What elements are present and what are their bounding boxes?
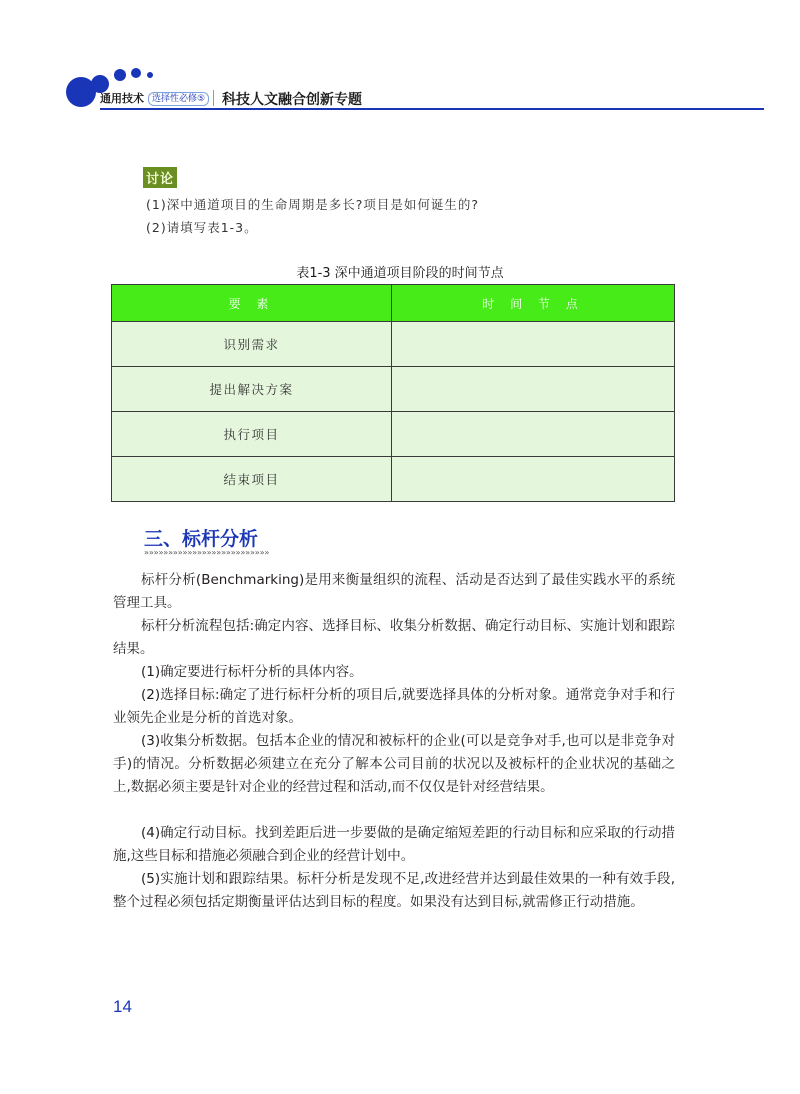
section-title-underline: »»»»»»»»»»»»»»»»»»»»»»»»»» — [144, 548, 270, 557]
section-title: 三、标杆分析 — [144, 528, 259, 550]
header-rule — [100, 108, 764, 110]
table-header-element: 要 素 — [112, 285, 392, 322]
paragraph-4: (2)选择目标:确定了进行标杆分析的项目后,就要选择具体的分析对象。通常竞争对手和行业领先企业是分析的首选对象。 — [113, 687, 675, 726]
paragraph-6: (4)确定行动目标。找到差距后进一步要做的是确定缩短差距的行动目标和应采取的行动措施,这些目标和措施必须融合到企业的经营计划中。 — [113, 825, 675, 864]
table-cell-element: 识别需求 — [112, 322, 392, 367]
table-row — [112, 322, 675, 367]
header-series-label: 通用技术 — [100, 92, 144, 105]
header-title: 科技人文融合创新专题 — [222, 92, 362, 108]
discussion-question-2: (2)请填写表1-3。 — [146, 220, 258, 235]
header-dot-small — [114, 69, 126, 81]
table-header-row — [112, 285, 675, 322]
table-cell-time-input[interactable] — [392, 457, 675, 502]
header-edition-badge: 选择性必修⑤ — [148, 92, 209, 106]
table-caption: 表1-3 深中通道项目阶段的时间节点 — [296, 266, 504, 281]
table-cell-time-input[interactable] — [392, 367, 675, 412]
discussion-label: 讨论 — [143, 167, 177, 188]
table-row — [112, 412, 675, 457]
header-dot-tiny — [147, 72, 153, 78]
table-cell-element: 提出解决方案 — [112, 367, 392, 412]
table-row — [112, 367, 675, 412]
header-separator — [213, 90, 214, 106]
table-header-time: 时 间 节 点 — [392, 285, 675, 322]
header-series — [100, 86, 209, 106]
timeline-table — [111, 284, 675, 502]
paragraph-5: (3)收集分析数据。包括本企业的情况和被标杆的企业(可以是竞争对手,也可以是非竞争对手)的情况。分析数据必须建立在充分了解本公司目前的状况以及被标杆的企业状况的基础之上,数据必须主要是针对企业的经营过程和活动,而不仅仅是针对经营结果。 — [113, 733, 675, 795]
table-row — [112, 457, 675, 502]
header-dot-smaller — [131, 68, 141, 78]
paragraph-7: (5)实施计划和跟踪结果。标杆分析是发现不足,改进经营并达到最佳效果的一种有效手段,整个过程必须包括定期衡量评估达到目标的程度。如果没有达到目标,就需修正行动措施。 — [113, 871, 675, 910]
page-number: 14 — [113, 997, 132, 1016]
discussion-question-1: (1)深中通道项目的生命周期是多长?项目是如何诞生的? — [146, 197, 479, 212]
table-cell-time-input[interactable] — [392, 322, 675, 367]
table-cell-element: 执行项目 — [112, 412, 392, 457]
paragraph-3: (1)确定要进行标杆分析的具体内容。 — [141, 664, 363, 680]
table-cell-element: 结束项目 — [112, 457, 392, 502]
paragraph-1: 标杆分析(Benchmarking)是用来衡量组织的流程、活动是否达到了最佳实践水平的系统管理工具。 — [113, 572, 675, 611]
table-cell-time-input[interactable] — [392, 412, 675, 457]
paragraph-2: 标杆分析流程包括:确定内容、选择目标、收集分析数据、确定行动目标、实施计划和跟踪结果。 — [113, 618, 675, 657]
